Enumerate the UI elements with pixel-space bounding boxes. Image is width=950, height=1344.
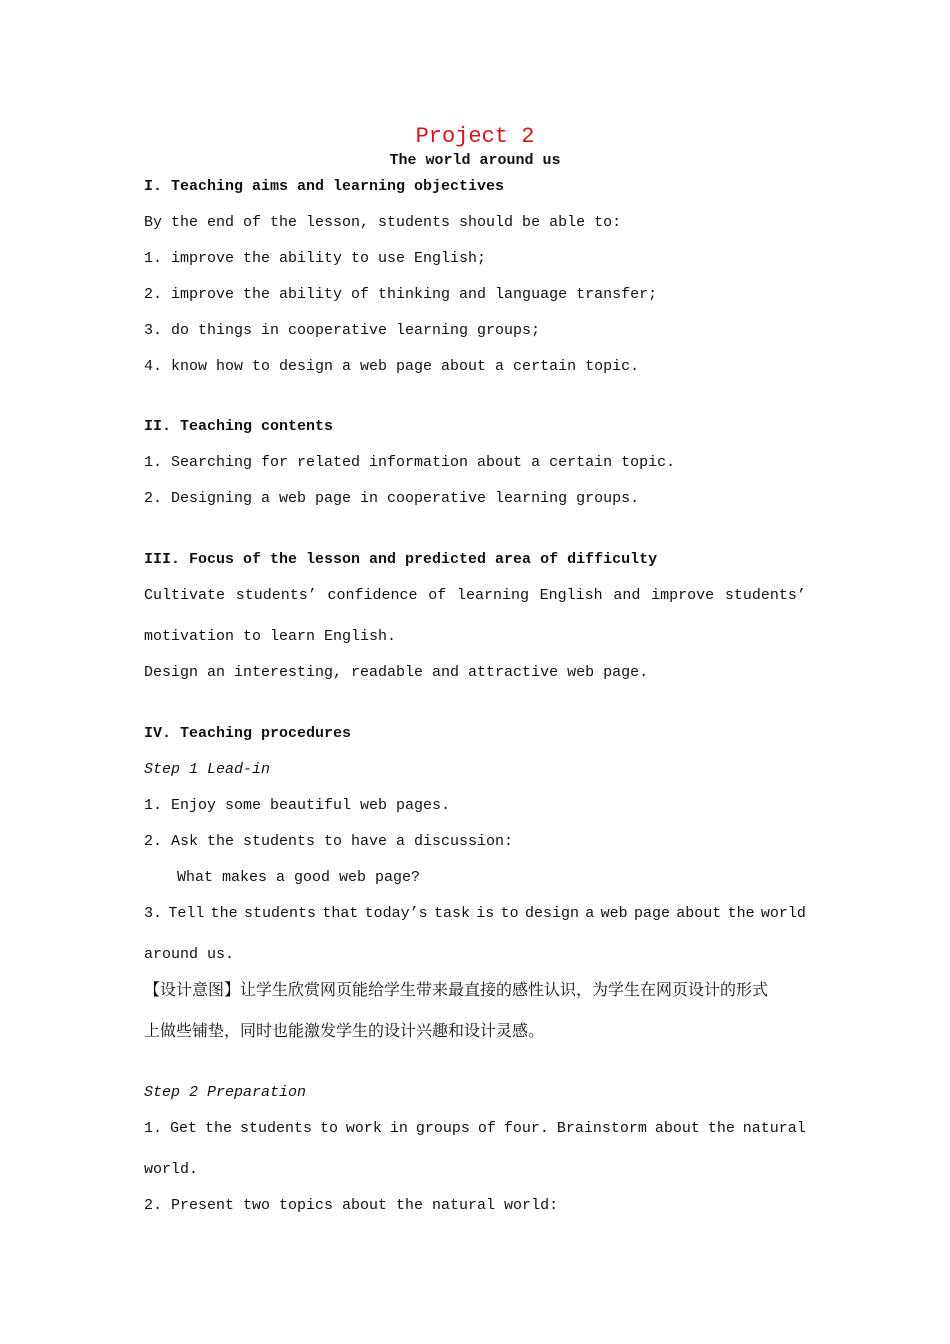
contents-item: 1. Searching for related information about a certain topic. xyxy=(144,454,676,471)
step1-item3-line xyxy=(144,904,806,924)
focus-paragraph-2: Design an interesting, readable and attractive web page. xyxy=(144,664,649,681)
word: about xyxy=(654,1120,700,1137)
word: improve xyxy=(651,587,715,604)
word: today’s xyxy=(364,905,428,922)
word: the xyxy=(727,905,755,922)
word: Cultivate xyxy=(144,587,226,604)
step2-item: 2. Present two topics about the natural world: xyxy=(144,1197,559,1214)
step2-label: Step 2 Preparation xyxy=(144,1084,307,1101)
section-heading-procedures: IV. Teaching procedures xyxy=(144,725,352,742)
design-intent-line: 上做些铺垫，同时也能激发学生的设计兴趣和设计灵感。 xyxy=(144,1021,545,1040)
section-heading-contents: II. Teaching contents xyxy=(144,418,334,435)
step1-item: 2. Ask the students to have a discussion: xyxy=(144,833,514,850)
word: the xyxy=(204,1120,232,1137)
section-heading-aims: I. Teaching aims and learning objectives xyxy=(144,178,505,195)
word: 3. xyxy=(144,905,163,922)
word: natural xyxy=(742,1120,806,1137)
word: groups xyxy=(415,1120,470,1137)
word: in xyxy=(389,1120,408,1137)
step1-item3-cont: around us. xyxy=(144,946,235,963)
word: a xyxy=(585,905,595,922)
aims-item: 3. do things in cooperative learning groups; xyxy=(144,322,541,339)
word: and xyxy=(613,587,641,604)
word: that xyxy=(322,905,359,922)
word: students xyxy=(239,1120,312,1137)
word: world xyxy=(760,905,806,922)
aims-item: 4. know how to design a web page about a certain topic. xyxy=(144,358,640,375)
contents-item: 2. Designing a web page in cooperative learning groups. xyxy=(144,490,640,507)
word: students’ xyxy=(235,587,317,604)
word: Brainstorm xyxy=(556,1120,647,1137)
step1-item: 1. Enjoy some beautiful web pages. xyxy=(144,797,451,814)
design-intent-line: 【设计意图】让学生欣赏网页能给学生带来最直接的感性认识，为学生在网页设计的形式 xyxy=(144,980,769,999)
word: 1. xyxy=(144,1120,163,1137)
section-heading-focus: III. Focus of the lesson and predicted area of difficulty xyxy=(144,551,658,568)
word: work xyxy=(345,1120,382,1137)
word: the xyxy=(707,1120,735,1137)
document-title: Project 2 xyxy=(415,124,535,149)
aims-intro: By the end of the lesson, students should be able to: xyxy=(144,214,622,231)
word: confidence xyxy=(327,587,418,604)
word: page xyxy=(633,905,670,922)
step1-question: What makes a good web page? xyxy=(177,869,421,886)
step2-item1-line xyxy=(144,1119,806,1139)
document-subtitle: The world around us xyxy=(389,152,561,169)
word: task xyxy=(433,905,470,922)
word: of xyxy=(477,1120,496,1137)
word: English xyxy=(539,587,603,604)
word: students xyxy=(243,905,316,922)
aims-item: 1. improve the ability to use English; xyxy=(144,250,487,267)
word: Tell xyxy=(168,905,205,922)
word: design xyxy=(524,905,579,922)
word: web xyxy=(600,905,628,922)
focus-paragraph-cont: motivation to learn English. xyxy=(144,628,397,645)
word: Get xyxy=(169,1120,197,1137)
aims-item: 2. improve the ability of thinking and language transfer; xyxy=(144,286,658,303)
step2-item1-cont: world. xyxy=(144,1161,199,1178)
word: students’ xyxy=(724,587,806,604)
word: about xyxy=(676,905,722,922)
word: learning xyxy=(456,587,529,604)
word: the xyxy=(210,905,238,922)
word: to xyxy=(500,905,519,922)
step1-label: Step 1 Lead-in xyxy=(144,761,271,778)
word: of xyxy=(428,587,447,604)
word: four. xyxy=(503,1120,549,1137)
focus-paragraph-line xyxy=(144,586,806,606)
word: is xyxy=(476,905,495,922)
word: to xyxy=(319,1120,338,1137)
